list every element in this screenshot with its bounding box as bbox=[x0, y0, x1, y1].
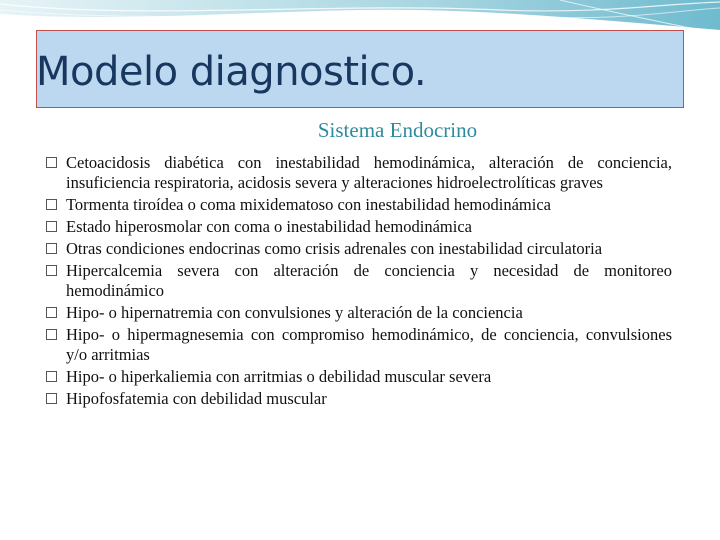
list-item-text: Cetoacidosis diabética con inestabilidad hemodinámica, alteración de conciencia, insuficiencia respiratoria, acidosis severa y alteraciones hidroelectrolíticas graves bbox=[66, 153, 672, 192]
list-item bbox=[46, 195, 672, 215]
list-item bbox=[46, 367, 672, 387]
checkbox-icon bbox=[46, 265, 57, 276]
slide-subtitle bbox=[0, 118, 680, 143]
list-item bbox=[46, 303, 672, 323]
list-item bbox=[46, 239, 672, 259]
list-item bbox=[46, 261, 672, 301]
list-item-text: Tormenta tiroídea o coma mixidematoso con inestabilidad hemodinámica bbox=[66, 195, 551, 214]
bullet-list bbox=[46, 153, 672, 411]
checkbox-icon bbox=[46, 329, 57, 340]
list-item bbox=[46, 325, 672, 365]
list-item-text: Hipercalcemia severa con alteración de conciencia y necesidad de monitoreo hemodinámico bbox=[66, 261, 672, 300]
checkbox-icon bbox=[46, 221, 57, 232]
list-item-text: Otras condiciones endocrinas como crisis adrenales con inestabilidad circulatoria bbox=[66, 239, 603, 258]
slide-title: Modelo diagnostico. bbox=[36, 49, 427, 95]
checkbox-icon bbox=[46, 393, 57, 404]
list-item-text: Hipo- o hipernatremia con convulsiones y alteración de la conciencia bbox=[66, 303, 523, 322]
list-item-text: Hipo- o hipermagnesemia con compromiso hemodinámico, de conciencia, convulsiones y/o arritmias bbox=[66, 325, 672, 364]
list-item-text: Hipofosfatemia con debilidad muscular bbox=[66, 389, 327, 408]
checkbox-icon bbox=[46, 157, 57, 168]
list-item bbox=[46, 389, 672, 409]
list-item bbox=[46, 217, 672, 237]
checkbox-icon bbox=[46, 371, 57, 382]
list-item bbox=[46, 153, 672, 193]
checkbox-icon bbox=[46, 243, 57, 254]
checkbox-icon bbox=[46, 199, 57, 210]
subtitle-text: Sistema Endocrino bbox=[317, 118, 478, 142]
checkbox-icon bbox=[46, 307, 57, 318]
list-item-text: Hipo- o hiperkaliemia con arritmias o debilidad muscular severa bbox=[66, 367, 492, 386]
list-item-text: Estado hiperosmolar con coma o inestabilidad hemodinámica bbox=[66, 217, 472, 236]
